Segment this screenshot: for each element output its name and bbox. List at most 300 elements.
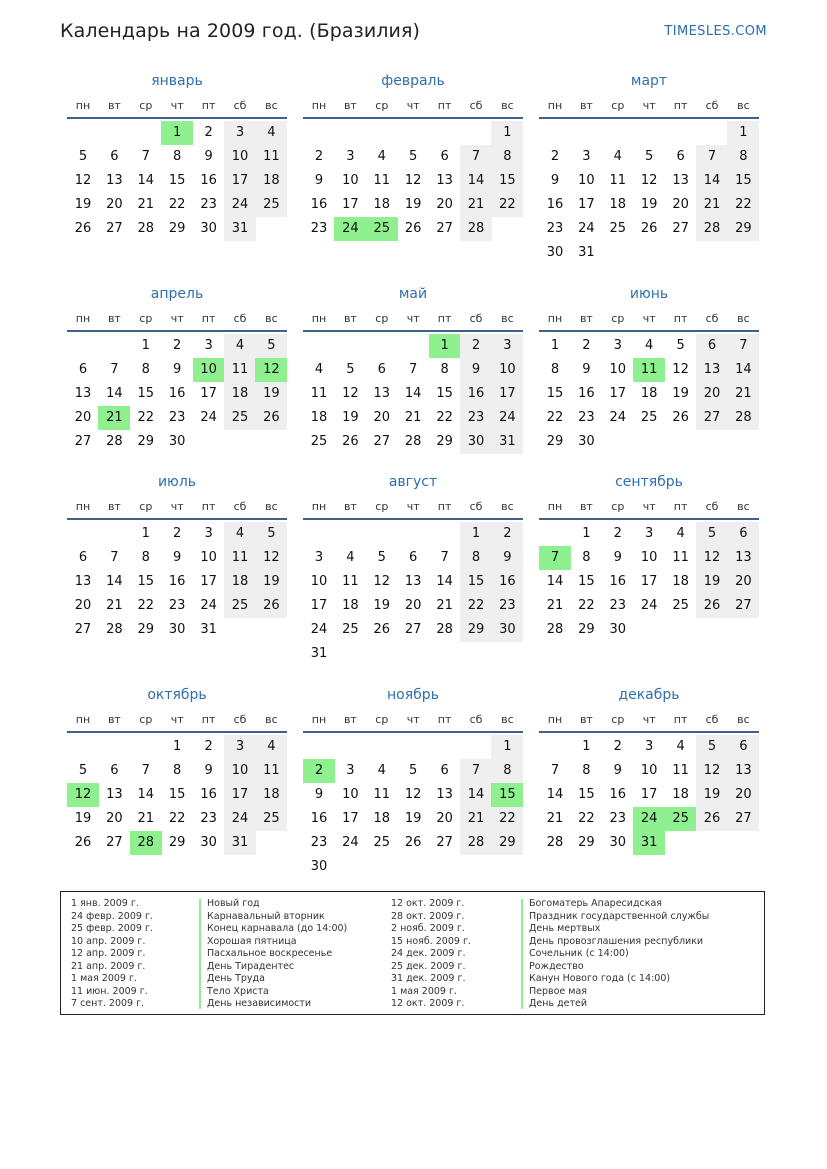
day-cell: 8 — [582, 763, 591, 778]
day-cell: 17 — [224, 783, 256, 807]
day-cell: 2 — [613, 739, 622, 754]
day-cell: 31 — [200, 622, 217, 637]
day-cell: 23 — [460, 406, 492, 430]
day-cell: 16 — [200, 173, 217, 188]
day-cell: 9 — [173, 550, 182, 565]
weekday-label: чт — [642, 312, 656, 325]
legend-holiday-name: День провозглашения республики — [529, 935, 704, 947]
day-cell: 5 — [696, 522, 728, 546]
day-cell: 10 — [491, 358, 523, 382]
day-cell: 19 — [74, 811, 92, 826]
legend-date: 25 февр. 2009 г. — [71, 923, 153, 934]
weekday-label: пн — [75, 312, 91, 325]
day-cell: 18 — [224, 382, 256, 406]
weekday-label: ср — [375, 500, 389, 513]
day-cell: 7 — [550, 763, 560, 778]
weekday-label: вт — [107, 312, 121, 325]
day-cell: 29 — [727, 217, 759, 241]
day-cell: 26 — [342, 434, 359, 449]
weekday-label: вт — [579, 713, 593, 726]
legend-holiday-name: Карнавальный вторник — [207, 910, 325, 922]
day-cell: 15 — [491, 169, 523, 193]
day-cell: 18 — [609, 197, 627, 212]
day-cell: 26 — [74, 221, 92, 236]
day-cell: 23 — [200, 811, 217, 826]
legend-date: 7 сент. 2009 г. — [71, 998, 145, 1009]
day-cell: 13 — [74, 386, 92, 401]
day-cell: 7 — [727, 334, 759, 358]
day-cell: 18 — [255, 169, 287, 193]
day-cell: 7 — [141, 763, 150, 778]
day-cell: 16 — [578, 386, 595, 401]
weekday-header — [303, 500, 523, 514]
day-cell: 28 — [436, 622, 453, 637]
day-cell: 6 — [377, 362, 386, 377]
day-cell: 26 — [74, 835, 92, 850]
day-cell: 21 — [106, 598, 123, 613]
day-cell: 4 — [346, 550, 355, 565]
day-cell: 23 — [200, 197, 217, 212]
weekday-label: чт — [170, 99, 184, 112]
day-cell: 9 — [613, 763, 622, 778]
day-cell: 2 — [550, 149, 560, 164]
month-name: май — [398, 286, 428, 302]
day-cell: 11 — [224, 358, 256, 382]
day-cell: 18 — [640, 386, 658, 401]
day-cell: 10 — [578, 173, 595, 188]
day-cell: 18 — [373, 197, 391, 212]
holiday-legend — [60, 891, 765, 1015]
day-cell: 8 — [491, 759, 523, 783]
day-cell: 27 — [436, 221, 453, 236]
day-cell: 29 — [137, 622, 155, 637]
day-cell: 13 — [404, 574, 422, 589]
day-cell: 5 — [645, 149, 654, 164]
day-cell: 24 — [609, 410, 627, 425]
day-cell: 14 — [137, 173, 155, 188]
day-cell: 13 — [373, 386, 391, 401]
weekday-label: сб — [705, 312, 719, 325]
day-cell: 31 — [310, 646, 328, 661]
day-cell: 11 — [609, 173, 627, 188]
day-cell: 18 — [310, 410, 328, 425]
day-cell: 28 — [106, 434, 123, 449]
day-cell: 19 — [74, 197, 92, 212]
day-cell: 14 — [106, 574, 123, 589]
weekday-label: пт — [673, 99, 688, 112]
day-cell: 18 — [672, 787, 689, 802]
day-cell: 3 — [613, 338, 622, 353]
weekday-label: ср — [611, 500, 625, 513]
legend-holiday-name: Богоматерь Апаресидская — [529, 898, 663, 909]
day-cell: 16 — [609, 574, 627, 589]
day-cell: 25 — [310, 434, 328, 449]
legend-holiday-name: День Тирадентес — [207, 960, 295, 972]
day-cell: 26 — [404, 221, 422, 236]
day-cell: 9 — [582, 362, 591, 377]
day-cell: 31 — [224, 831, 256, 855]
day-cell: 8 — [141, 362, 150, 377]
day-cell: 23 — [609, 811, 627, 826]
day-cell: 29 — [491, 831, 523, 855]
weekday-label: чт — [406, 713, 420, 726]
legend-names-right — [529, 898, 709, 1011]
weekday-header — [67, 500, 287, 514]
day-cell: 16 — [168, 386, 186, 401]
day-cell: 4 — [676, 526, 685, 541]
day-cell: 21 — [546, 598, 564, 613]
day-cell: 27 — [672, 221, 689, 236]
day-cell: 29 — [460, 618, 492, 642]
month-name: сентябрь — [615, 474, 683, 490]
day-cell: 15 — [460, 570, 492, 594]
day-cell: 2 — [173, 338, 182, 353]
day-cell: 14 — [696, 169, 728, 193]
day-cell: 20 — [696, 382, 728, 406]
month-name: апрель — [150, 286, 204, 302]
day-cell: 17 — [578, 197, 595, 212]
weekday-label: сб — [469, 500, 483, 513]
day-cell: 9 — [460, 358, 492, 382]
day-cell: 24 — [200, 410, 217, 425]
day-cell: 17 — [342, 197, 359, 212]
weekday-header — [539, 99, 759, 113]
day-cell: 9 — [173, 362, 182, 377]
day-cell: 13 — [106, 787, 123, 802]
day-cell: 15 — [168, 787, 186, 802]
legend-holiday-name: День мертвых — [529, 923, 601, 934]
day-cell: 10 — [640, 550, 658, 565]
weekday-label: пт — [437, 312, 452, 325]
weekday-label: сб — [233, 312, 247, 325]
day-cell: 3 — [582, 149, 591, 164]
day-cell: 2 — [173, 526, 182, 541]
legend-names-left — [207, 898, 347, 1011]
day-cell: 30 — [168, 434, 186, 449]
holiday-day-cell: 12 — [255, 358, 287, 382]
day-cell: 11 — [373, 787, 391, 802]
day-cell: 25 — [342, 622, 359, 637]
day-cell: 4 — [224, 522, 256, 546]
weekday-label: пн — [311, 500, 327, 513]
day-cell: 2 — [582, 338, 591, 353]
day-cell: 3 — [224, 121, 256, 145]
day-cell: 22 — [491, 807, 523, 831]
weekday-label: чт — [170, 312, 184, 325]
day-cell: 27 — [404, 622, 422, 637]
day-cell: 7 — [460, 145, 492, 169]
day-cell: 3 — [645, 526, 654, 541]
legend-holiday-name: Первое мая — [529, 985, 587, 997]
weekday-label: сб — [233, 99, 247, 112]
day-cell: 24 — [310, 622, 328, 637]
day-cell: 16 — [310, 197, 328, 212]
day-cell: 15 — [727, 169, 759, 193]
day-cell: 27 — [106, 221, 123, 236]
day-cell: 10 — [200, 550, 217, 565]
day-cell: 10 — [310, 574, 328, 589]
weekday-label: вт — [579, 500, 593, 513]
weekday-label: пн — [75, 99, 91, 112]
day-cell: 17 — [609, 386, 627, 401]
header-divider — [303, 117, 523, 119]
day-cell: 30 — [609, 622, 627, 637]
day-cell: 5 — [78, 149, 88, 164]
day-cell: 26 — [255, 406, 287, 430]
day-cell: 15 — [137, 386, 155, 401]
day-cell: 4 — [224, 334, 256, 358]
day-cell: 9 — [314, 787, 324, 802]
day-cell: 10 — [609, 362, 627, 377]
header-divider — [303, 330, 523, 332]
day-cell: 15 — [168, 173, 186, 188]
weekday-label: чт — [170, 713, 184, 726]
day-cell: 21 — [460, 193, 492, 217]
day-cell: 25 — [255, 193, 287, 217]
legend-dates-right — [391, 898, 471, 1011]
day-cell: 6 — [78, 550, 88, 565]
weekday-label: ср — [139, 713, 153, 726]
day-cell: 23 — [609, 598, 627, 613]
day-cell: 12 — [404, 787, 422, 802]
day-cell: 11 — [310, 386, 328, 401]
day-cell: 22 — [436, 410, 453, 425]
header-divider — [303, 518, 523, 520]
weekday-label: ср — [375, 99, 389, 112]
legend-divider — [199, 899, 201, 1009]
day-cell: 19 — [696, 783, 728, 807]
weekday-label: вс — [265, 713, 278, 726]
day-cell: 9 — [204, 149, 213, 164]
day-cell: 7 — [460, 759, 492, 783]
day-cell: 7 — [141, 149, 150, 164]
day-cell: 2 — [314, 149, 324, 164]
weekday-label: вс — [501, 312, 514, 325]
holiday-day-cell: 10 — [193, 358, 225, 382]
day-cell: 12 — [672, 362, 689, 377]
day-cell: 22 — [546, 410, 564, 425]
day-cell: 1 — [550, 338, 560, 353]
header-divider — [539, 731, 759, 733]
day-cell: 20 — [436, 197, 453, 212]
day-cell: 3 — [491, 334, 523, 358]
day-cell: 24 — [224, 807, 256, 831]
day-cell: 26 — [696, 807, 728, 831]
day-cell: 29 — [578, 835, 595, 850]
weekday-label: чт — [642, 99, 656, 112]
weekday-label: пт — [201, 312, 216, 325]
weekday-header — [539, 312, 759, 326]
day-cell: 22 — [137, 598, 155, 613]
weekday-label: вт — [107, 99, 121, 112]
weekday-label: вт — [579, 99, 593, 112]
day-cell: 26 — [672, 410, 689, 425]
day-cell: 17 — [310, 598, 328, 613]
weekday-header — [303, 713, 523, 727]
weekday-label: вс — [265, 99, 278, 112]
weekday-header — [67, 713, 287, 727]
day-cell: 21 — [137, 197, 155, 212]
day-cell: 3 — [346, 763, 355, 778]
day-cell: 22 — [168, 811, 186, 826]
legend-holiday-name: Рождество — [529, 960, 584, 972]
weekday-label: чт — [170, 500, 184, 513]
weekday-label: вс — [737, 500, 750, 513]
day-cell: 7 — [409, 362, 418, 377]
day-cell: 19 — [342, 410, 359, 425]
day-cell: 23 — [310, 835, 328, 850]
holiday-day-cell: 11 — [633, 358, 665, 382]
month-name: январь — [151, 73, 203, 89]
day-cell: 13 — [436, 787, 453, 802]
day-cell: 15 — [578, 574, 595, 589]
day-cell: 6 — [440, 149, 449, 164]
day-cell: 6 — [696, 334, 728, 358]
day-cell: 14 — [460, 169, 492, 193]
holiday-day-cell: 28 — [130, 831, 162, 855]
header-divider — [67, 117, 287, 119]
day-cell: 6 — [78, 362, 88, 377]
day-cell: 1 — [173, 739, 182, 754]
weekday-label: пт — [673, 500, 688, 513]
weekday-label: сб — [469, 713, 483, 726]
weekday-label: пт — [201, 500, 216, 513]
day-cell: 6 — [110, 763, 119, 778]
day-cell: 6 — [676, 149, 685, 164]
legend-date: 10 апр. 2009 г. — [71, 935, 146, 947]
day-cell: 17 — [200, 574, 217, 589]
day-cell: 19 — [373, 598, 391, 613]
day-cell: 24 — [200, 598, 217, 613]
weekday-label: сб — [469, 99, 483, 112]
day-cell: 6 — [727, 735, 759, 759]
weekday-label: пт — [673, 312, 688, 325]
weekday-label: чт — [642, 713, 656, 726]
day-cell: 13 — [727, 759, 759, 783]
day-cell: 25 — [255, 807, 287, 831]
legend-date: 11 июн. 2009 г. — [71, 985, 148, 997]
day-cell: 24 — [578, 221, 595, 236]
day-cell: 5 — [696, 735, 728, 759]
weekday-label: пн — [547, 312, 563, 325]
day-cell: 8 — [491, 145, 523, 169]
legend-holiday-name: Хорошая пятница — [207, 935, 297, 947]
day-cell: 17 — [640, 574, 658, 589]
day-cell: 20 — [74, 410, 92, 425]
day-cell: 1 — [491, 121, 523, 145]
weekday-label: пн — [547, 500, 563, 513]
day-cell: 4 — [255, 735, 287, 759]
day-cell: 3 — [204, 526, 213, 541]
day-cell: 14 — [460, 783, 492, 807]
day-cell: 11 — [255, 145, 287, 169]
day-cell: 8 — [440, 362, 449, 377]
day-cell: 28 — [546, 622, 564, 637]
day-cell: 1 — [582, 526, 591, 541]
day-cell: 12 — [696, 759, 728, 783]
day-cell: 10 — [640, 763, 658, 778]
day-cell: 28 — [460, 831, 492, 855]
day-cell: 15 — [137, 574, 155, 589]
day-cell: 3 — [346, 149, 355, 164]
day-cell: 13 — [436, 173, 453, 188]
weekday-label: ср — [139, 312, 153, 325]
weekday-label: пн — [547, 713, 563, 726]
day-cell: 20 — [74, 598, 92, 613]
weekday-label: сб — [469, 312, 483, 325]
weekday-label: ср — [139, 500, 153, 513]
day-cell: 19 — [255, 570, 287, 594]
day-cell: 9 — [204, 763, 213, 778]
legend-date: 31 дек. 2009 г. — [391, 973, 466, 984]
day-cell: 22 — [727, 193, 759, 217]
weekday-label: вт — [343, 713, 357, 726]
day-cell: 28 — [404, 434, 422, 449]
day-cell: 13 — [106, 173, 123, 188]
day-cell: 23 — [168, 598, 186, 613]
day-cell: 21 — [696, 193, 728, 217]
weekday-label: вс — [501, 99, 514, 112]
brand-link[interactable]: TIMESLES.COM — [664, 24, 767, 39]
day-cell: 29 — [546, 434, 564, 449]
header-divider — [67, 330, 287, 332]
day-cell: 14 — [137, 787, 155, 802]
day-cell: 16 — [609, 787, 627, 802]
weekday-label: вт — [107, 713, 121, 726]
day-cell: 27 — [696, 406, 728, 430]
day-cell: 27 — [74, 622, 92, 637]
day-cell: 5 — [409, 149, 418, 164]
legend-holiday-name: Пасхальное воскресенье — [207, 948, 333, 959]
day-cell: 6 — [110, 149, 119, 164]
weekday-label: вс — [737, 713, 750, 726]
day-cell: 23 — [310, 221, 328, 236]
weekday-label: чт — [642, 500, 656, 513]
header-divider — [539, 330, 759, 332]
day-cell: 12 — [640, 173, 658, 188]
day-cell: 19 — [404, 197, 422, 212]
weekday-label: пт — [437, 713, 452, 726]
day-cell: 22 — [578, 598, 595, 613]
day-cell: 24 — [224, 193, 256, 217]
day-cell: 18 — [224, 570, 256, 594]
day-cell: 24 — [342, 835, 359, 850]
header-divider — [539, 117, 759, 119]
day-cell: 29 — [436, 434, 453, 449]
day-cell: 8 — [727, 145, 759, 169]
legend-holiday-name: Праздник государственной службы — [529, 910, 710, 922]
day-cell: 5 — [255, 522, 287, 546]
day-cell: 18 — [672, 574, 689, 589]
weekday-label: сб — [705, 500, 719, 513]
legend-date: 25 дек. 2009 г. — [391, 960, 466, 972]
month-name: июнь — [629, 286, 669, 302]
holiday-day-cell: 15 — [491, 783, 523, 807]
day-cell: 23 — [491, 594, 523, 618]
day-cell: 8 — [460, 546, 492, 570]
day-cell: 1 — [460, 522, 492, 546]
weekday-label: вт — [343, 312, 357, 325]
day-cell: 11 — [224, 546, 256, 570]
day-cell: 16 — [546, 197, 564, 212]
day-cell: 25 — [640, 410, 658, 425]
weekday-label: пн — [547, 99, 563, 112]
day-cell: 28 — [137, 221, 155, 236]
day-cell: 7 — [440, 550, 449, 565]
day-cell: 12 — [373, 574, 391, 589]
weekday-label: вт — [579, 312, 593, 325]
weekday-label: сб — [233, 500, 247, 513]
